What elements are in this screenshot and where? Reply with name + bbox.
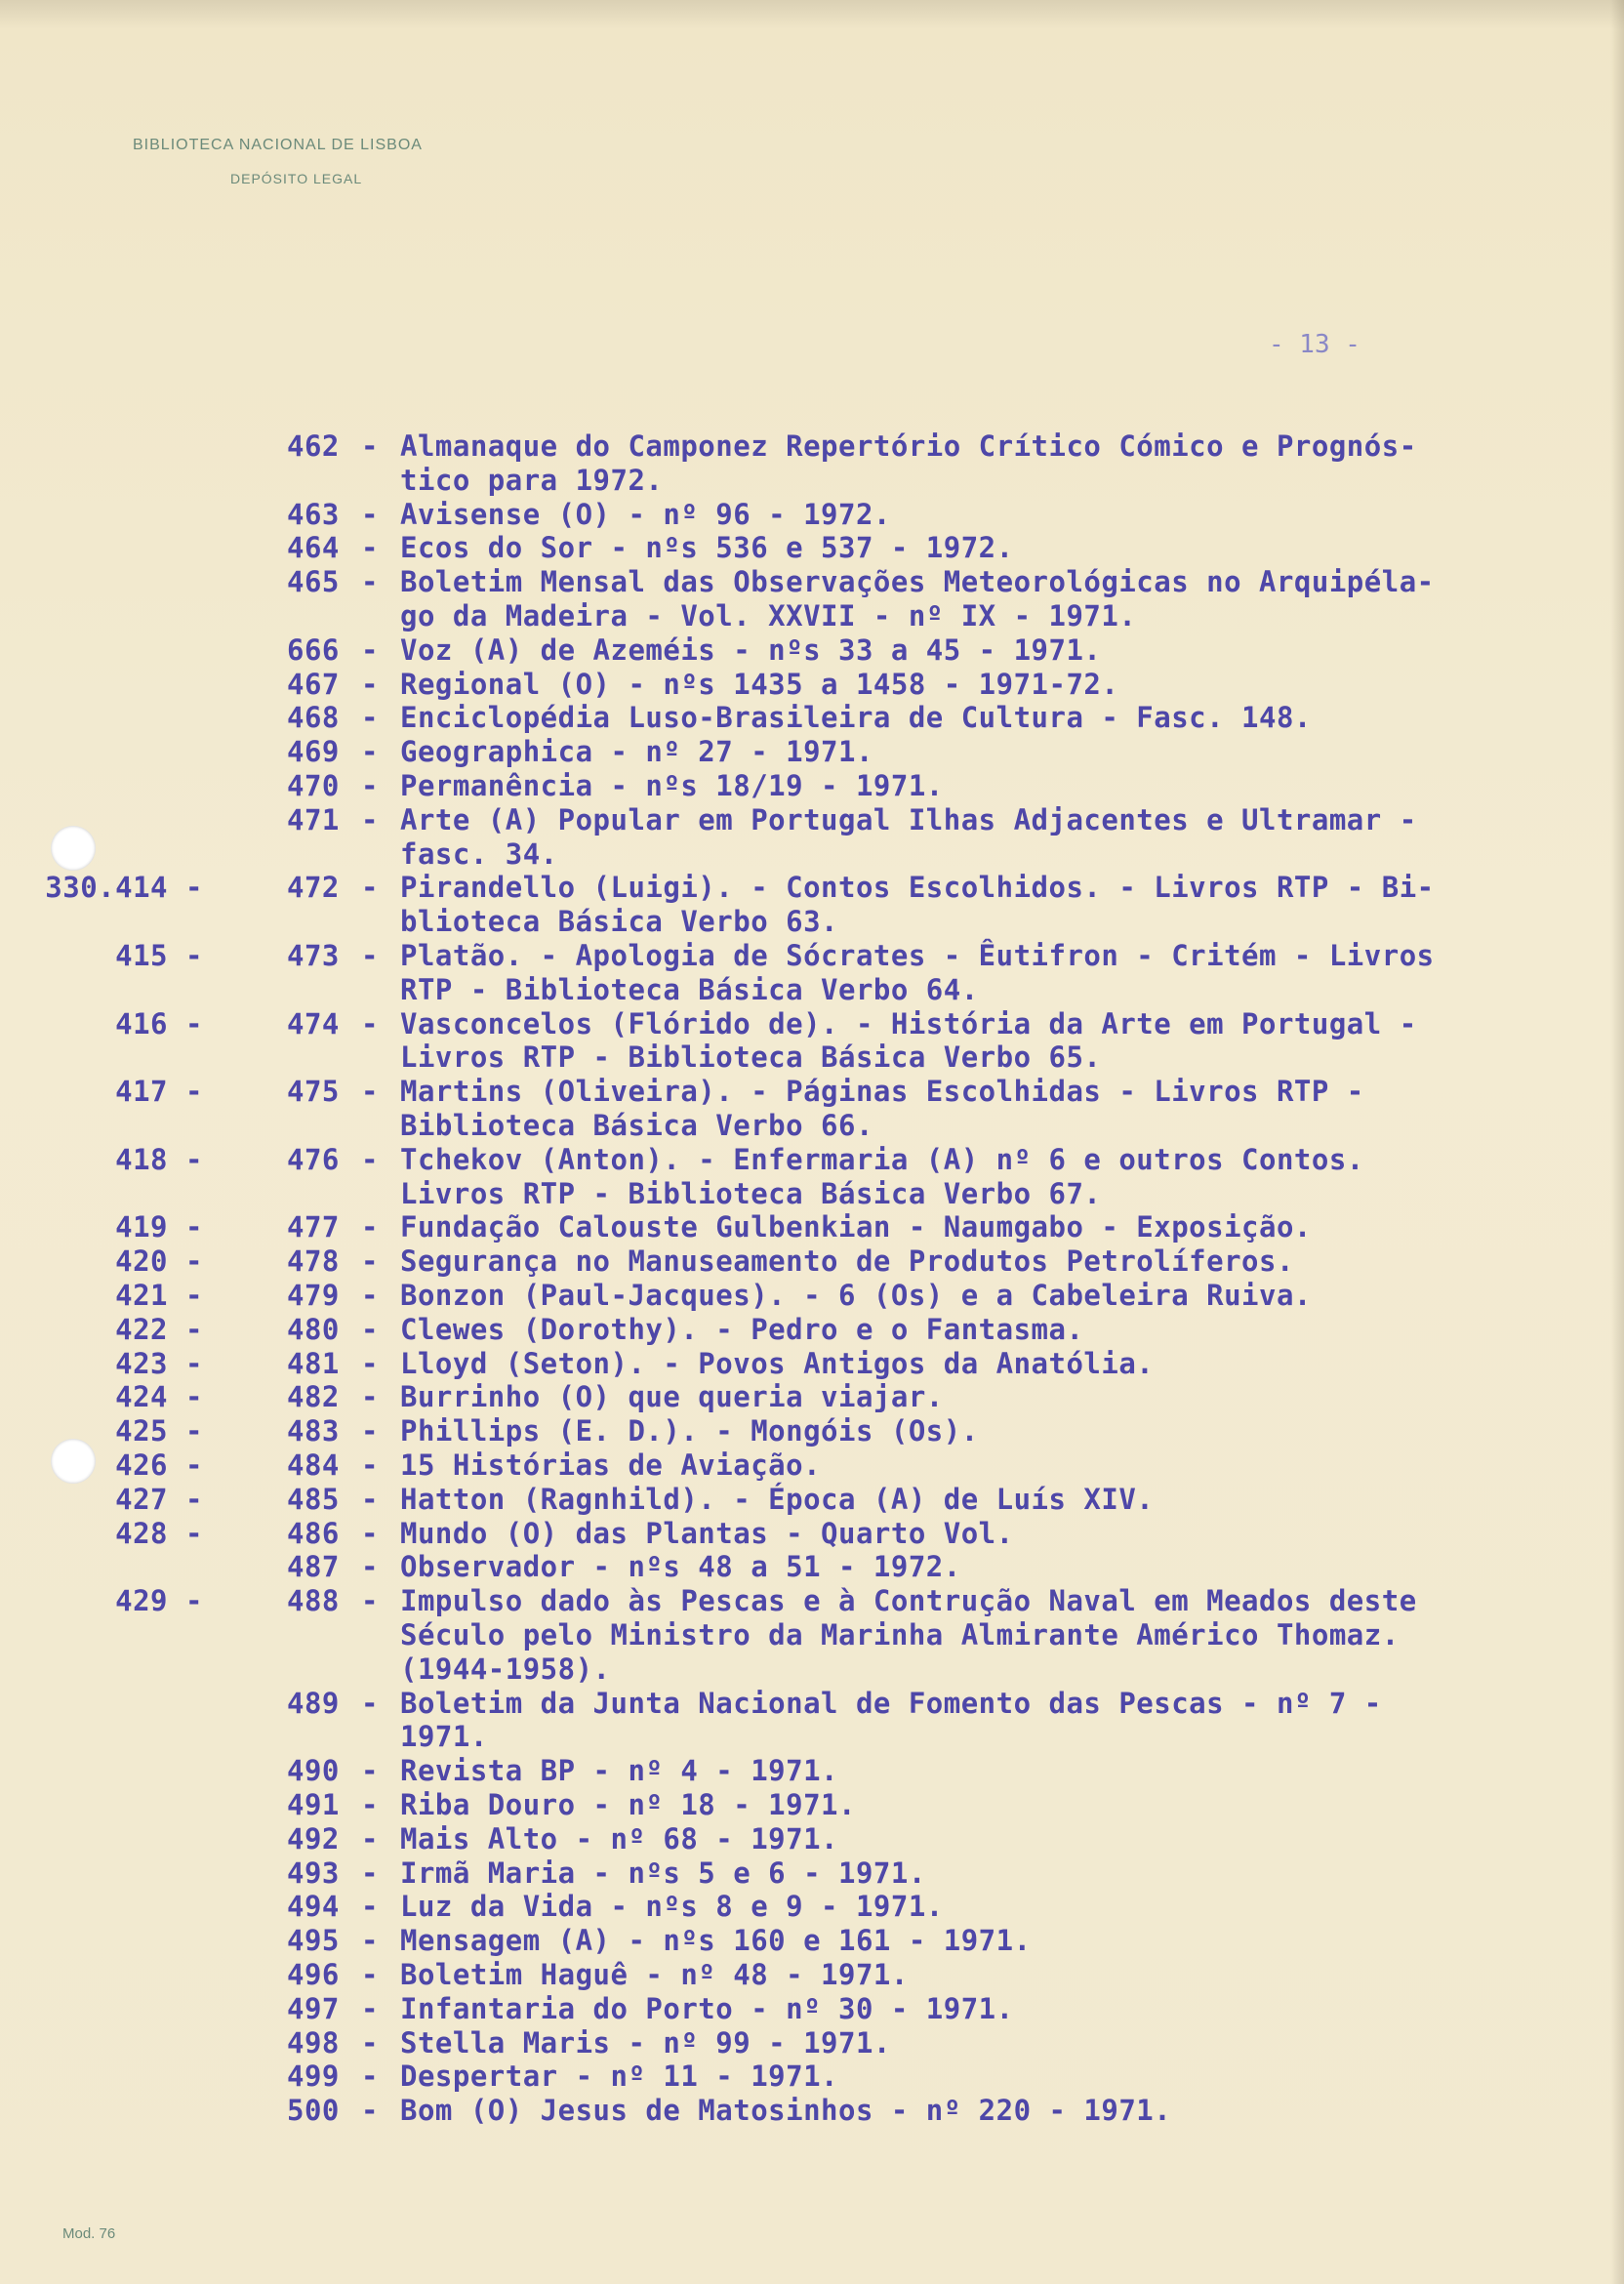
entry-text: Revista BP - nº 4 - 1971. xyxy=(400,1754,838,1788)
entry-number: 500 xyxy=(287,2094,340,2128)
register-number: 426 xyxy=(115,1448,168,1482)
dash-separator: - xyxy=(185,1516,203,1550)
dash-separator: - xyxy=(361,802,379,836)
entry-text: Phillips (E. D.). - Mongóis (Os). xyxy=(400,1414,979,1448)
register-number: 418 xyxy=(115,1142,168,1176)
entry-number: 489 xyxy=(287,1686,340,1720)
dash-separator: - xyxy=(361,1516,379,1550)
dash-separator: - xyxy=(361,497,379,531)
dash-separator: - xyxy=(361,1958,379,1991)
dash-separator: - xyxy=(361,2025,379,2060)
register-number: 420 xyxy=(115,1244,168,1279)
dash-separator: - xyxy=(361,632,379,667)
dash-separator: - xyxy=(361,1312,379,1346)
dash-separator: - xyxy=(185,1210,203,1244)
dash-separator: - xyxy=(185,871,203,905)
entry-number: 486 xyxy=(287,1516,340,1550)
entry-number: 463 xyxy=(287,497,340,531)
entry-number: 478 xyxy=(287,1244,340,1279)
entry-text: Pirandello (Luigi). - Contos Escolhidos. - Livros RTP - Bi- xyxy=(400,871,1435,905)
entry-text: Almanaque do Camponez Repertório Crítico Cómico e Prognós- xyxy=(400,429,1417,463)
entry-number: 471 xyxy=(287,802,340,836)
dash-separator: - xyxy=(361,1686,379,1720)
entry-text: Bonzon (Paul-Jacques). - 6 (Os) e a Cabeleira Ruiva. xyxy=(400,1279,1312,1312)
entry-number: 465 xyxy=(287,565,340,599)
entry-text: Vasconcelos (Flórido de). - História da Arte em Portugal - xyxy=(400,1006,1417,1040)
entry-number: 492 xyxy=(287,1821,340,1856)
entry-number: 464 xyxy=(287,531,340,565)
dash-separator: - xyxy=(361,1006,379,1040)
dash-separator: - xyxy=(361,1821,379,1856)
register-number: 417 xyxy=(115,1075,168,1109)
entry-text: fasc. 34. xyxy=(400,836,558,871)
entry-text: Clewes (Dorothy). - Pedro e o Fantasma. xyxy=(400,1312,1084,1346)
entry-number: 498 xyxy=(287,2025,340,2060)
entry-text: Boletim Haguê - nº 48 - 1971. xyxy=(400,1958,909,1991)
entry-number: 469 xyxy=(287,735,340,769)
entry-number: 488 xyxy=(287,1584,340,1618)
entry-text: go da Madeira - Vol. XXVII - nº IX - 1971. xyxy=(400,599,1137,632)
entry-number: 499 xyxy=(287,2060,340,2094)
dash-separator: - xyxy=(361,531,379,565)
dash-separator: - xyxy=(185,1312,203,1346)
entry-text: Boletim da Junta Nacional de Fomento das Pescas - nº 7 - xyxy=(400,1686,1382,1720)
dash-separator: - xyxy=(361,701,379,735)
entry-number: 483 xyxy=(287,1414,340,1448)
dash-separator: - xyxy=(361,2094,379,2128)
entry-text: Observador - nºs 48 a 51 - 1972. xyxy=(400,1550,961,1584)
register-number: 422 xyxy=(115,1312,168,1346)
entry-text: Livros RTP - Biblioteca Básica Verbo 67. xyxy=(400,1176,1102,1210)
entry-number: 494 xyxy=(287,1890,340,1924)
dash-separator: - xyxy=(361,1279,379,1312)
entry-text: Hatton (Ragnhild). - Época (A) de Luís XIV. xyxy=(400,1482,1155,1516)
entry-text: Livros RTP - Biblioteca Básica Verbo 65. xyxy=(400,1040,1102,1075)
entry-number: 495 xyxy=(287,1924,340,1958)
dash-separator: - xyxy=(185,1244,203,1279)
dash-separator: - xyxy=(361,667,379,701)
dash-separator: - xyxy=(361,1788,379,1821)
entry-text: RTP - Biblioteca Básica Verbo 64. xyxy=(400,972,979,1006)
entry-text: 1971. xyxy=(400,1720,488,1754)
register-number: 424 xyxy=(115,1380,168,1414)
entry-text: Riba Douro - nº 18 - 1971. xyxy=(400,1788,856,1821)
entry-number: 473 xyxy=(287,939,340,972)
dash-separator: - xyxy=(185,1584,203,1618)
entry-text: Ecos do Sor - nºs 536 e 537 - 1972. xyxy=(400,531,1014,565)
top-edge-shadow xyxy=(0,0,1624,29)
dash-separator: - xyxy=(361,871,379,905)
entry-text: Bom (O) Jesus de Matosinhos - nº 220 - 1971. xyxy=(400,2094,1172,2128)
dash-separator: - xyxy=(361,1210,379,1244)
dash-separator: - xyxy=(361,1075,379,1109)
register-number: 419 xyxy=(115,1210,168,1244)
entry-text: Mensagem (A) - nºs 160 e 161 - 1971. xyxy=(400,1924,1032,1958)
entry-number: 474 xyxy=(287,1006,340,1040)
page-number: - 13 - xyxy=(1269,330,1360,359)
entry-text: Platão. - Apologia de Sócrates - Êutifron - Critém - Livros xyxy=(400,939,1435,972)
entry-text: Despertar - nº 11 - 1971. xyxy=(400,2060,838,2094)
dash-separator: - xyxy=(361,429,379,463)
register-number: 425 xyxy=(115,1414,168,1448)
entry-number: 481 xyxy=(287,1346,340,1380)
register-number: 429 xyxy=(115,1584,168,1618)
library-header: BIBLIOTECA NACIONAL DE LISBOA xyxy=(133,137,423,153)
register-number: 415 xyxy=(115,939,168,972)
entry-number: 462 xyxy=(287,429,340,463)
dash-separator: - xyxy=(185,939,203,972)
entry-number: 493 xyxy=(287,1856,340,1890)
entry-text: Avisense (O) - nº 96 - 1972. xyxy=(400,497,891,531)
section-header: DEPÓSITO LEGAL xyxy=(230,171,363,186)
right-edge-shadow xyxy=(1610,0,1624,2284)
entry-number: 476 xyxy=(287,1142,340,1176)
entry-number: 666 xyxy=(287,632,340,667)
punch-hole xyxy=(51,826,96,871)
register-number: 330.414 xyxy=(45,871,168,905)
entry-text: Regional (O) - nºs 1435 a 1458 - 1971-72. xyxy=(400,667,1119,701)
entry-number: 470 xyxy=(287,769,340,802)
entry-text: Permanência - nºs 18/19 - 1971. xyxy=(400,769,944,802)
entry-text: Arte (A) Popular em Portugal Ilhas Adjacentes e Ultramar - xyxy=(400,802,1417,836)
entry-text: Segurança no Manuseamento de Produtos Petrolíferos. xyxy=(400,1244,1294,1279)
entry-number: 467 xyxy=(287,667,340,701)
entry-text: Martins (Oliveira). - Páginas Escolhidas - Livros RTP - xyxy=(400,1075,1364,1109)
dash-separator: - xyxy=(361,1380,379,1414)
entry-text: Enciclopédia Luso-Brasileira de Cultura - Fasc. 148. xyxy=(400,701,1312,735)
dash-separator: - xyxy=(361,1890,379,1924)
entry-number: 480 xyxy=(287,1312,340,1346)
dash-separator: - xyxy=(185,1448,203,1482)
dash-separator: - xyxy=(361,1414,379,1448)
dash-separator: - xyxy=(185,1279,203,1312)
dash-separator: - xyxy=(361,565,379,599)
dash-separator: - xyxy=(361,735,379,769)
dash-separator: - xyxy=(361,1346,379,1380)
dash-separator: - xyxy=(185,1346,203,1380)
entry-number: 472 xyxy=(287,871,340,905)
dash-separator: - xyxy=(185,1006,203,1040)
entry-number: 496 xyxy=(287,1958,340,1991)
dash-separator: - xyxy=(185,1482,203,1516)
register-number: 423 xyxy=(115,1346,168,1380)
dash-separator: - xyxy=(361,1584,379,1618)
dash-separator: - xyxy=(361,769,379,802)
register-number: 427 xyxy=(115,1482,168,1516)
entry-text: Geographica - nº 27 - 1971. xyxy=(400,735,873,769)
form-label: Mod. 76 xyxy=(62,2225,116,2242)
register-number: 416 xyxy=(115,1006,168,1040)
entry-text: Fundação Calouste Gulbenkian - Naumgabo - Exposição. xyxy=(400,1210,1312,1244)
dash-separator: - xyxy=(361,1991,379,2025)
entry-number: 497 xyxy=(287,1991,340,2025)
entry-number: 484 xyxy=(287,1448,340,1482)
entry-number: 482 xyxy=(287,1380,340,1414)
entry-text: Boletim Mensal das Observações Meteorológicas no Arquipéla- xyxy=(400,565,1435,599)
entry-number: 475 xyxy=(287,1075,340,1109)
dash-separator: - xyxy=(185,1380,203,1414)
dash-separator: - xyxy=(361,1482,379,1516)
entry-number: 477 xyxy=(287,1210,340,1244)
entry-text: tico para 1972. xyxy=(400,463,664,497)
entry-text: Lloyd (Seton). - Povos Antigos da Anatólia. xyxy=(400,1346,1155,1380)
dash-separator: - xyxy=(185,1414,203,1448)
dash-separator: - xyxy=(361,2060,379,2094)
dash-separator: - xyxy=(361,1924,379,1958)
dash-separator: - xyxy=(361,939,379,972)
entry-text: Biblioteca Básica Verbo 66. xyxy=(400,1109,873,1142)
entry-text: Burrinho (O) que queria viajar. xyxy=(400,1380,944,1414)
entry-text: Stella Maris - nº 99 - 1971. xyxy=(400,2025,891,2060)
entry-number: 468 xyxy=(287,701,340,735)
entry-text: Voz (A) de Azeméis - nºs 33 a 45 - 1971. xyxy=(400,632,1102,667)
register-number: 421 xyxy=(115,1279,168,1312)
dash-separator: - xyxy=(361,1448,379,1482)
entry-number: 491 xyxy=(287,1788,340,1821)
dash-separator: - xyxy=(361,1550,379,1584)
dash-separator: - xyxy=(185,1142,203,1176)
entry-text: (1944-1958). xyxy=(400,1652,611,1686)
dash-separator: - xyxy=(185,1075,203,1109)
entry-number: 487 xyxy=(287,1550,340,1584)
dash-separator: - xyxy=(361,1856,379,1890)
register-number: 428 xyxy=(115,1516,168,1550)
entry-text: Luz da Vida - nºs 8 e 9 - 1971. xyxy=(400,1890,944,1924)
dash-separator: - xyxy=(361,1142,379,1176)
entry-number: 485 xyxy=(287,1482,340,1516)
entry-text: Tchekov (Anton). - Enfermaria (A) nº 6 e outros Contos. xyxy=(400,1142,1364,1176)
entry-text: Mundo (O) das Plantas - Quarto Vol. xyxy=(400,1516,1014,1550)
entry-text: blioteca Básica Verbo 63. xyxy=(400,905,838,939)
dash-separator: - xyxy=(361,1754,379,1788)
entry-text: Impulso dado às Pescas e à Contrução Naval em Meados deste xyxy=(400,1584,1417,1618)
entry-text: 15 Histórias de Aviação. xyxy=(400,1448,822,1482)
entry-text: Infantaria do Porto - nº 30 - 1971. xyxy=(400,1991,1014,2025)
entry-number: 490 xyxy=(287,1754,340,1788)
dash-separator: - xyxy=(361,1244,379,1279)
entry-number: 479 xyxy=(287,1279,340,1312)
entry-text: Mais Alto - nº 68 - 1971. xyxy=(400,1821,838,1856)
entry-text: Irmã Maria - nºs 5 e 6 - 1971. xyxy=(400,1856,926,1890)
entry-text: Século pelo Ministro da Marinha Almirante Américo Thomaz. xyxy=(400,1618,1400,1652)
